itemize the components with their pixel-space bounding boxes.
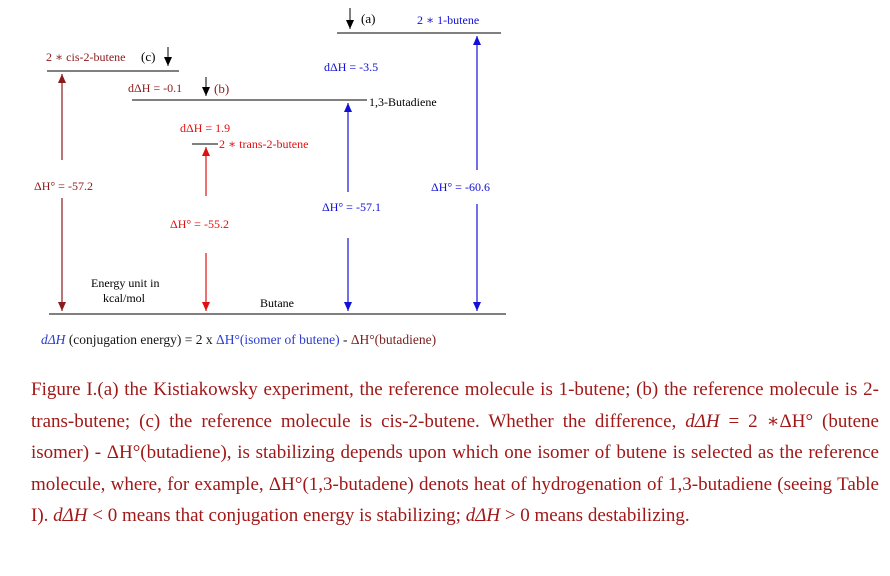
formula-part-ddh: dΔH [41, 332, 66, 347]
label-butadiene: 1,3-Butadiene [369, 95, 437, 109]
caption-ddh-3: dΔH [465, 505, 501, 526]
label-a: (a) [361, 11, 376, 26]
figure-caption [31, 374, 879, 532]
label-energy-unit-2: kcal/mol [103, 291, 145, 305]
label-trans-2-butene: 2 ∗ trans-2-butene [219, 137, 309, 151]
label-dh-minus-3-5: dΔH = -3.5 [324, 60, 379, 74]
caption-text-2: = 2 ∗ΔH° (butene isomer) - ΔH°(butadiene), is stabilizing depends upon which one isomer of butene is selected as the reference molecule, where, for example, ΔH°(1,3-butadene) denots heat of hydrogenation of 1,3-butadiene (seeing Table I). [31, 410, 879, 526]
formula-part-minus: - [339, 332, 351, 347]
formula-part-butadiene: ΔH°(butadiene) [350, 332, 437, 347]
label-energy-unit-1: Energy unit in [91, 276, 160, 290]
label-dh0-minus-55-2: ΔH° = -55.2 [170, 217, 229, 231]
caption-ddh-1: dΔH [685, 410, 720, 432]
formula-part-text: (conjugation energy) = 2 x [65, 332, 217, 347]
label-dh-1-9: dΔH = 1.9 [180, 121, 231, 135]
label-b: (b) [214, 81, 230, 96]
formula-part-isomer: ΔH°(isomer of butene) [216, 332, 340, 347]
label-dh0-minus-60-6: ΔH° = -60.6 [431, 180, 490, 194]
label-dh0-minus-57-2: ΔH° = -57.2 [34, 179, 93, 193]
label-1-butene: 2 ∗ 1-butene [417, 13, 480, 27]
label-cis-2-butene: 2 ∗ cis-2-butene [46, 50, 126, 64]
label-c: (c) [141, 49, 156, 64]
caption-ddh-2: dΔH [53, 505, 88, 526]
label-butane: Butane [260, 296, 294, 310]
label-dh-minus-0-1: dΔH = -0.1 [128, 81, 183, 95]
caption-text-4: > 0 means destabilizing. [500, 505, 690, 526]
caption-text-1: Figure I.(a) the Kistiakowsky experiment, the reference molecule is 1-butene; (b) the reference molecule is 2-trans-butene; (c) the reference molecule is cis-2-butene. Whether the difference, [31, 379, 879, 432]
label-dh0-minus-57-1: ΔH° = -57.1 [322, 200, 381, 214]
caption-text-3: < 0 means that conjugation energy is stabilizing; [87, 505, 466, 526]
conjugation-formula [41, 332, 436, 347]
